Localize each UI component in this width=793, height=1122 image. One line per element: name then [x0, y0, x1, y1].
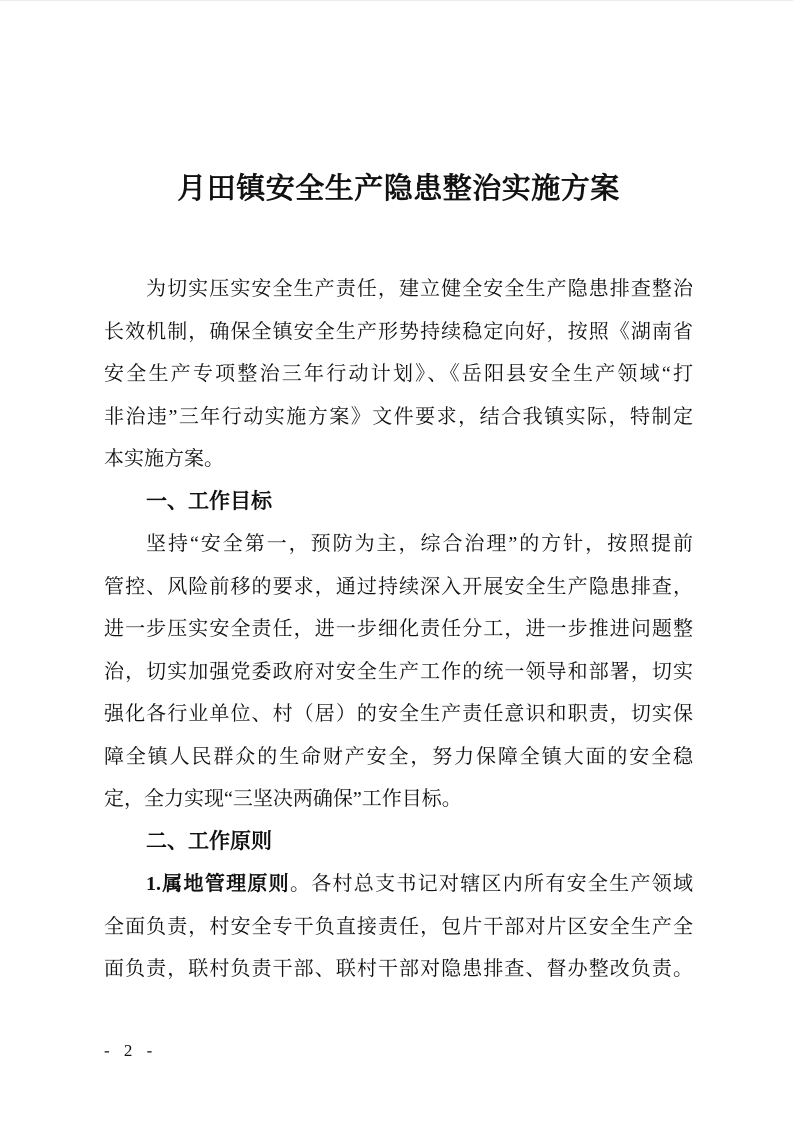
text-line: 进一步压实安全责任，进一步细化责任分工，进一步推进问题整: [104, 618, 693, 640]
document-title: 月田镇安全生产隐患整治实施方案: [177, 173, 620, 205]
text-line: 非治违”三年行动实施方案》文件要求，结合我镇实际，特制定: [104, 405, 693, 428]
document-body: [104, 268, 693, 991]
bold-run: 1.属地管理原则: [146, 873, 290, 895]
text-line: 为切实压实安全生产责任，建立健全安全生产隐患排查整治: [146, 278, 693, 300]
text-line: 全面负责，村安全专干负直接责任，包片干部对片区安全生产全: [104, 915, 693, 938]
text-line: 本实施方案。: [104, 448, 224, 470]
section-heading: 二、工作原则: [146, 829, 272, 853]
page-number: - 2 -: [104, 1041, 158, 1060]
text-line: 强化各行业单位、村（居）的安全生产责任意识和职责，切实保: [104, 703, 693, 725]
section-heading: 一、工作目标: [146, 489, 272, 513]
text-line: 1.属地管理原则。各村总支书记对辖区内所有安全生产领域: [146, 873, 693, 895]
text-line: 坚持“安全第一，预防为主，综合治理”的方针，按照提前: [146, 533, 693, 555]
text-line: 障全镇人民群众的生命财产安全，努力保障全镇大面的安全稳: [104, 745, 693, 768]
text-line: 面负责，联村负责干部、联村干部对隐患排查、督办整改负责。: [104, 958, 693, 980]
text-line: 定，全力实现“三坚决两确保”工作目标。: [104, 788, 462, 810]
text-line: 长效机制，确保全镇安全生产形势持续稳定向好，按照《湖南省: [104, 320, 693, 343]
text-column: [104, 1, 693, 991]
text-line: 安全生产专项整治三年行动计划》、《岳阳县安全生产领域“打: [104, 363, 693, 385]
text-line: 治，切实加强党委政府对安全生产工作的统一领导和部署，切实: [104, 660, 693, 683]
text-line: 管控、风险前移的要求，通过持续深入开展安全生产隐患排查，: [104, 575, 693, 598]
